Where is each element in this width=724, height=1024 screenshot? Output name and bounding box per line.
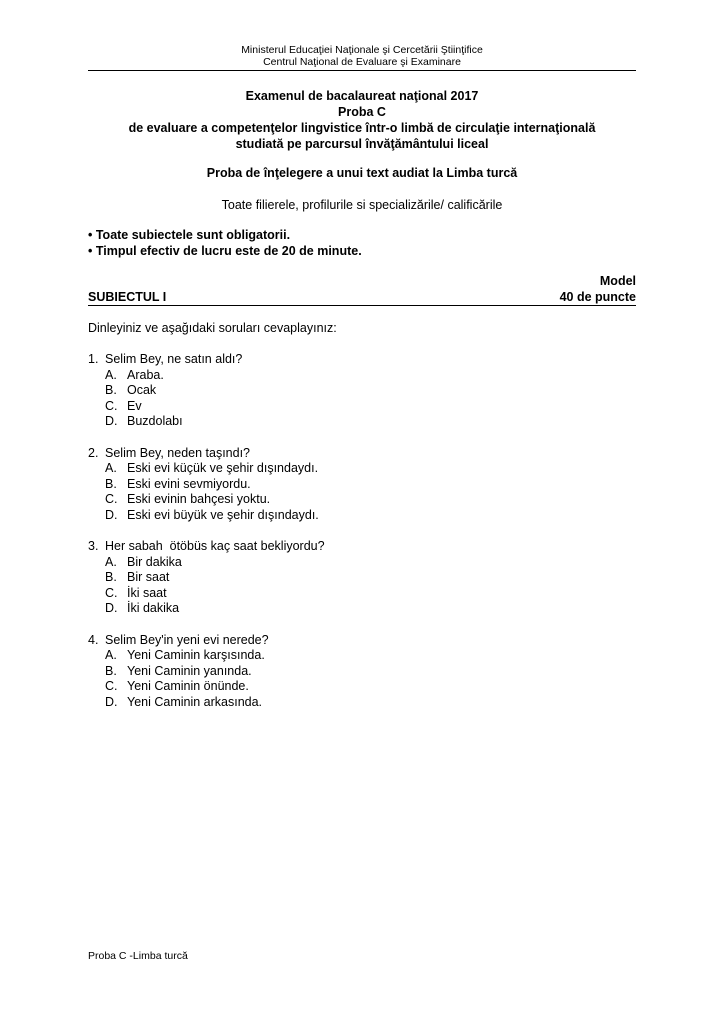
option-text: Bir dakika xyxy=(127,554,182,569)
page-header xyxy=(88,44,636,68)
option-letter: C. xyxy=(105,492,118,506)
answer-option xyxy=(88,679,636,695)
option-text: Araba. xyxy=(127,367,164,382)
option-letter: B. xyxy=(105,476,117,491)
option-text: Yeni Caminin yanında. xyxy=(127,663,252,678)
option-letter: D. xyxy=(105,414,118,428)
filiere-text: Toate filierele, profilurile si specializările/ calificările xyxy=(221,198,503,212)
option-letter: B. xyxy=(105,570,117,584)
answer-option xyxy=(88,368,636,384)
header-center: Centrul Naţional de Evaluare şi Examinare xyxy=(263,56,461,68)
option-text: Yeni Caminin önünde. xyxy=(127,679,249,693)
option-letter: A. xyxy=(105,648,117,662)
answer-option xyxy=(88,695,636,711)
question-item xyxy=(88,446,636,524)
page-footer: Proba C -Limba turcă xyxy=(88,950,188,962)
option-text: Eski evinin bahçesi yoktu. xyxy=(127,492,271,506)
option-text: Yeni Caminin arkasında. xyxy=(127,694,263,709)
question-item xyxy=(88,352,636,430)
option-letter: D. xyxy=(105,507,118,522)
answer-option xyxy=(88,648,636,664)
rule-item: • Timpul efectiv de lucru este de 20 de minute. xyxy=(88,244,362,258)
instructions-text: Dinleyiniz ve aşağıdaki soruları cevaplayınız: xyxy=(88,321,337,335)
answer-option xyxy=(88,492,636,508)
option-text: Ocak xyxy=(127,383,157,397)
question-number: 3. xyxy=(88,539,99,553)
answer-option xyxy=(88,664,636,680)
option-letter: C. xyxy=(105,679,118,693)
exam-title xyxy=(88,88,636,152)
question-text: Selim Bey'in yeni evi nerede? xyxy=(105,632,269,647)
option-letter: B. xyxy=(105,383,117,397)
header-ministry: Ministerul Educaţiei Naţionale şi Cercetării Ştiinţifice xyxy=(241,44,483,56)
answer-option xyxy=(88,601,636,617)
exam-title-line-1: Examenul de bacalaureat naţional 2017 xyxy=(245,89,479,103)
proba-title: Proba de înţelegere a unui text audiat la Limba turcă xyxy=(206,166,518,180)
exam-rules xyxy=(88,227,636,259)
option-text: Eski evi küçük ve şehir dışındaydı. xyxy=(127,461,319,475)
question-list xyxy=(88,352,636,726)
answer-option xyxy=(88,461,636,477)
question-number: 1. xyxy=(88,352,99,366)
option-text: Eski evi büyük ve şehir dışındaydı. xyxy=(127,507,319,522)
option-letter: D. xyxy=(105,694,118,709)
answer-option xyxy=(88,570,636,586)
option-letter: A. xyxy=(105,461,117,475)
question-text: Selim Bey, ne satın aldı? xyxy=(105,352,243,366)
answer-option xyxy=(88,399,636,415)
option-text: Eski evini sevmiyordu. xyxy=(127,476,251,491)
answer-option xyxy=(88,555,636,571)
question-number: 2. xyxy=(88,445,99,460)
subiect-divider xyxy=(88,305,636,306)
answer-option xyxy=(88,383,636,399)
points-label: 40 de puncte xyxy=(559,290,636,304)
question-item xyxy=(88,633,636,711)
option-letter: C. xyxy=(105,398,118,413)
question-text: Selim Bey, neden taşındı? xyxy=(105,445,250,460)
option-text: İki dakika xyxy=(127,601,180,615)
header-divider xyxy=(88,70,636,71)
option-text: İki saat xyxy=(127,585,167,600)
option-letter: B. xyxy=(105,663,117,678)
answer-option xyxy=(88,508,636,524)
model-label: Model xyxy=(599,274,636,288)
option-letter: A. xyxy=(105,554,117,569)
subiect-heading: SUBIECTUL I xyxy=(88,290,167,304)
option-text: Bir saat xyxy=(127,570,170,584)
option-letter: C. xyxy=(105,585,118,600)
answer-option xyxy=(88,477,636,493)
answer-option xyxy=(88,414,636,430)
option-text: Yeni Caminin karşısında. xyxy=(127,648,265,662)
exam-title-line-3: de evaluare a competenţelor lingvistice într-o limbă de circulaţie internaţională xyxy=(128,121,596,135)
option-letter: D. xyxy=(105,601,118,615)
option-text: Ev xyxy=(127,398,142,413)
exam-title-line-2: Proba C xyxy=(338,105,386,119)
question-text: Her sabah ötöbüs kaç saat bekliyordu? xyxy=(105,539,325,553)
question-item xyxy=(88,539,636,617)
option-letter: A. xyxy=(105,367,117,382)
answer-option xyxy=(88,586,636,602)
question-number: 4. xyxy=(88,632,99,647)
exam-title-line-4: studiată pe parcursul învăţământului liceal xyxy=(235,137,489,151)
model-points-block xyxy=(560,273,636,305)
rule-item: • Toate subiectele sunt obligatorii. xyxy=(88,228,291,242)
option-text: Buzdolabı xyxy=(127,414,183,428)
